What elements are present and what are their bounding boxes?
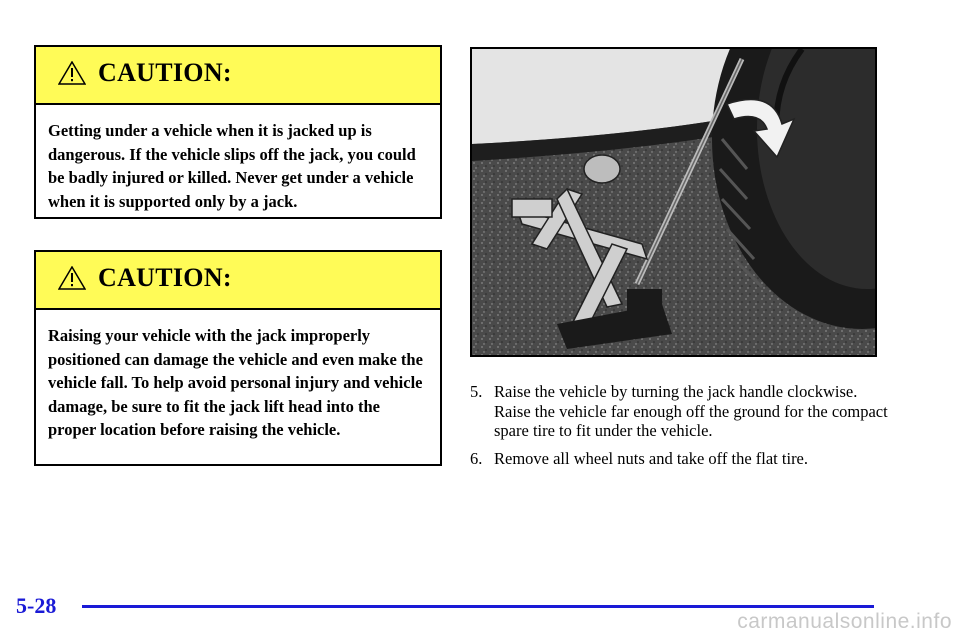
caution-text: Raising your vehicle with the jack improperly positioned can damage the vehicle and even make the vehicle fall. To help avoid personal injury and vehicle damage, be sure to fit the jack lift head into the proper location before raising the vehicle. — [48, 326, 423, 439]
caution-text: Getting under a vehicle when it is jacked up is dangerous. If the vehicle slips off the jack, you could be badly injured or killed. Never get under a vehicle when it is supported only by a jack. — [48, 121, 416, 211]
caution-header — [36, 252, 440, 310]
caution-title: CAUTION: — [98, 263, 232, 292]
warning-triangle-icon — [58, 266, 86, 290]
jack-illustration — [472, 49, 875, 355]
caution-title: CAUTION: — [98, 58, 232, 87]
step-item — [470, 382, 890, 441]
caution-header — [36, 47, 440, 105]
step-number: 6. — [470, 448, 483, 468]
caution-box-1 — [34, 45, 442, 219]
page-number: 5-28 — [16, 593, 57, 618]
warning-triangle-icon — [58, 61, 86, 85]
step-text: Raise the vehicle by turning the jack handle clockwise. Raise the vehicle far enough off the ground for the compact spare tire to fit under the vehicle. — [494, 382, 888, 440]
step-item — [470, 449, 890, 469]
step-text: Remove all wheel nuts and take off the flat tire. — [494, 448, 809, 468]
jack-photo — [470, 47, 877, 357]
footer-divider — [82, 605, 874, 608]
step-number: 5. — [470, 382, 483, 401]
watermark: carmanualsonline.info — [737, 610, 952, 633]
caution-box-2 — [34, 250, 442, 466]
instruction-steps — [470, 382, 890, 476]
